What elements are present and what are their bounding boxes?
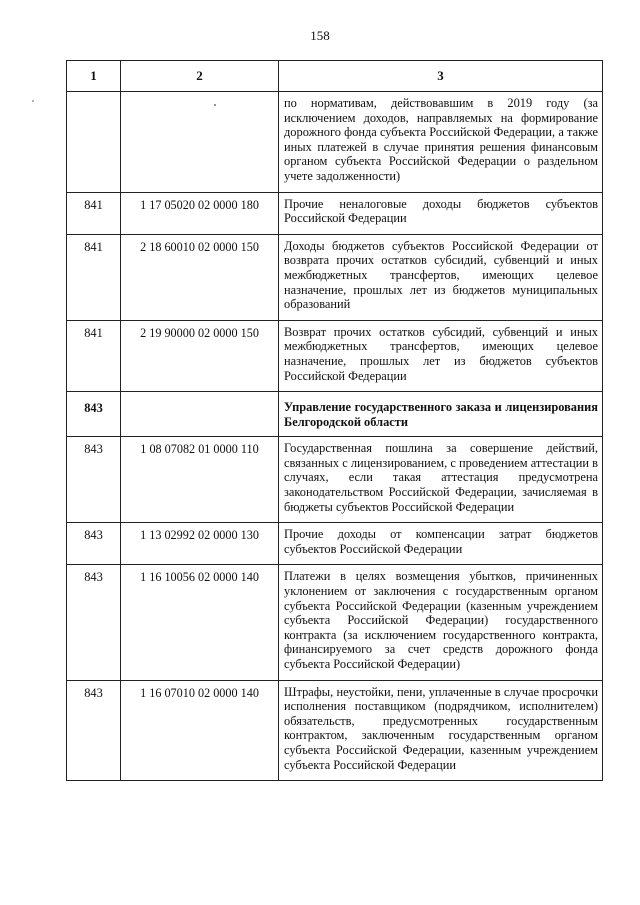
admin-code-cell: 841 [67,192,121,234]
revenue-code-cell: 2 19 90000 02 0000 150 [121,320,279,391]
revenue-code-cell: 2 18 60010 02 0000 150 [121,234,279,320]
admin-code-cell: 841 [67,320,121,391]
table-body [67,92,603,781]
revenue-codes-table [66,60,603,781]
table-header [67,61,603,92]
revenue-code-cell [121,392,279,437]
revenue-description-cell: Доходы бюджетов субъектов Российской Федерации от возврата прочих остатков субсидий, субвенций и иных межбюджетных трансфертов, имеющих целевое назначение, прошлых лет из бюджетов муниципальных образований [279,234,603,320]
admin-code-cell: 841 [67,234,121,320]
revenue-description-cell: Возврат прочих остатков субсидий, субвенций и иных межбюджетных трансфертов, имеющих целевое назначение, прошлых лет из бюджетов субъектов Российской Федерации [279,320,603,391]
table-row [67,234,603,320]
revenue-description-cell: Платежи в целях возмещения убытков, причиненных уклонением от заключения с государственным органом субъекта Российской Федерации (казенным учреждением субъекта Российской Федерации) государственного контракта (за исключением государственного контракта, финансируемого за счет средств дорожного фонда субъекта Российской Федерации) [279,565,603,680]
revenue-code-cell: 1 16 07010 02 0000 140 [121,680,279,781]
administrator-name-cell: Управление государственного заказа и лицензирования Белгородской области [279,392,603,437]
revenue-code-cell [121,92,279,193]
table-row [67,680,603,781]
table-row [67,92,603,193]
section-header-row [67,392,603,437]
column-header-3: 3 [279,61,603,92]
column-header-1: 1 [67,61,121,92]
revenue-code-cell: 1 16 10056 02 0000 140 [121,565,279,680]
table-row [67,565,603,680]
table-row [67,523,603,565]
revenue-code-cell: 1 17 05020 02 0000 180 [121,192,279,234]
page-number: 158 [310,28,330,43]
revenue-code-cell: 1 13 02992 02 0000 130 [121,523,279,565]
admin-code-cell: 843 [67,392,121,437]
revenue-description-cell: Прочие неналоговые доходы бюджетов субъектов Российской Федерации [279,192,603,234]
revenue-description-cell: по нормативам, действовавшим в 2019 году (за исключением доходов, направляемых на формирование дорожного фонда субъекта Российской Федерации, а также иных платежей в случае принятия решения финансовым органом субъекта Российской Федерации о раздельном учете задолженности) [279,92,603,193]
revenue-code-cell: 1 08 07082 01 0000 110 [121,437,279,523]
column-header-2: 2 [121,61,279,92]
table-row [67,437,603,523]
table-row [67,192,603,234]
scan-speck [214,104,216,106]
admin-code-cell: 843 [67,437,121,523]
revenue-description-cell: Государственная пошлина за совершение действий, связанных с лицензированием, с проведением аттестации в случаях, если такая аттестация предусмотрена законодательством Российской Федерации, зачисляемая в бюджеты субъектов Российской Федерации [279,437,603,523]
scan-speck [32,100,34,102]
admin-code-cell: 843 [67,565,121,680]
table-row [67,320,603,391]
revenue-description-cell: Прочие доходы от компенсации затрат бюджетов субъектов Российской Федерации [279,523,603,565]
admin-code-cell [67,92,121,193]
revenue-description-cell: Штрафы, неустойки, пени, уплаченные в случае просрочки исполнения поставщиком (подрядчиком, исполнителем) обязательств, предусмотренных государственным контрактом, заключенным государственным органом субъекта Российской Федерации, казенным учреждением субъекта Российской Федерации [279,680,603,781]
admin-code-cell: 843 [67,523,121,565]
admin-code-cell: 843 [67,680,121,781]
header-row [67,61,603,92]
